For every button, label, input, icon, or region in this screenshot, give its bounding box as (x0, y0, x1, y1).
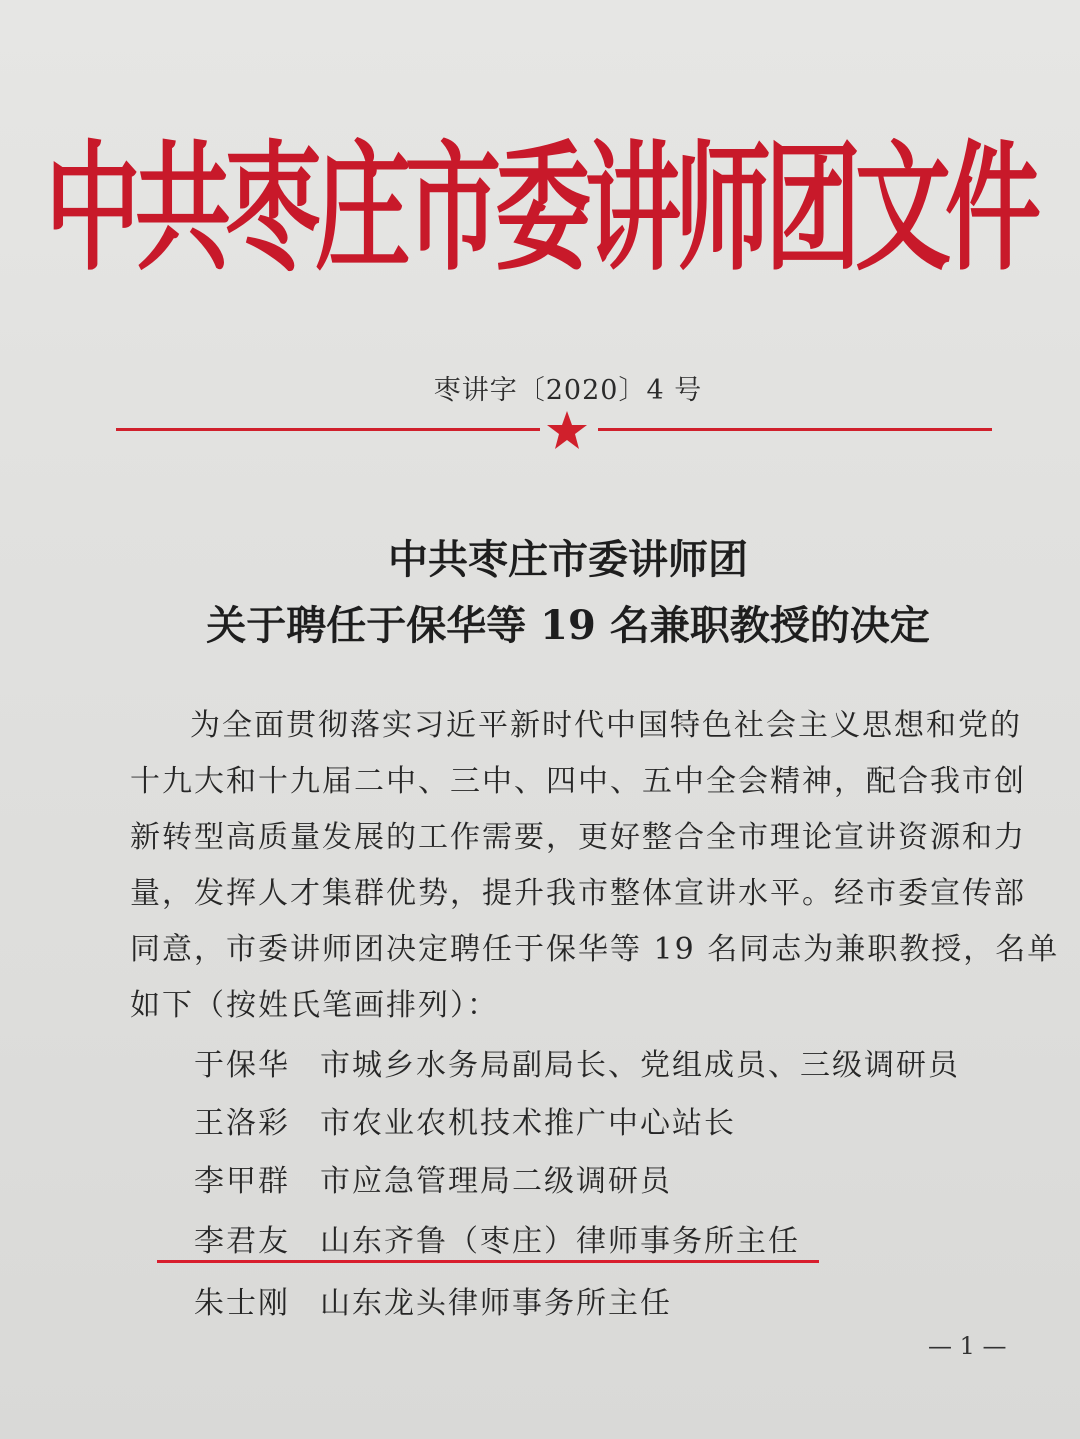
body-paragraph-line: 如下（按姓氏笔画排列）： (130, 988, 499, 1023)
star-icon (546, 410, 588, 450)
masthead-title: 中共枣庄市委讲师团文件 (45, 127, 1035, 290)
body-paragraph-line: 新转型高质量发展的工作需要，更好整合全市理论宣讲资源和力 (130, 820, 1026, 855)
document-number: 枣讲字〔2020〕4 号 (433, 375, 703, 406)
red-rule-right (598, 428, 992, 431)
page-number: — 1 — (928, 1332, 1007, 1360)
appointee-position: 市农业农机技术推广中心站长 (320, 1106, 736, 1141)
appointee-row (194, 1278, 672, 1322)
appointee-name: 王洛彩 (194, 1106, 290, 1141)
appointee-name: 朱士刚 (194, 1286, 290, 1321)
appointee-position: 市应急管理局二级调研员 (320, 1164, 672, 1199)
appointee-row-highlighted (194, 1216, 800, 1260)
body-paragraph-line: 为全面贯彻落实习近平新时代中国特色社会主义思想和党的 (190, 708, 1022, 743)
body-paragraph-line: 同意，市委讲师团决定聘任于保华等 19 名同志为兼职教授，名单 (130, 932, 1060, 967)
red-underline-highlight (157, 1260, 819, 1263)
appointee-row (194, 1040, 960, 1084)
appointee-name: 李甲群 (194, 1164, 290, 1199)
decision-title-line-2: 关于聘任于保华等 19 名兼职教授的决定 (206, 602, 930, 649)
body-paragraph-line: 量，发挥人才集群优势，提升我市整体宣讲水平。经市委宣传部 (130, 876, 1026, 911)
appointee-row (194, 1156, 672, 1200)
appointee-name: 李君友 (194, 1224, 290, 1259)
appointee-name: 于保华 (194, 1048, 290, 1083)
red-rule-left (116, 428, 540, 431)
appointee-position: 山东齐鲁（枣庄）律师事务所主任 (320, 1224, 800, 1259)
decision-title-line-1: 中共枣庄市委讲师团 (388, 536, 748, 583)
appointee-row (194, 1098, 736, 1142)
appointee-position: 市城乡水务局副局长、党组成员、三级调研员 (320, 1048, 960, 1083)
body-paragraph-line: 十九大和十九届二中、三中、四中、五中全会精神，配合我市创 (130, 764, 1026, 799)
appointee-position: 山东龙头律师事务所主任 (320, 1286, 672, 1321)
